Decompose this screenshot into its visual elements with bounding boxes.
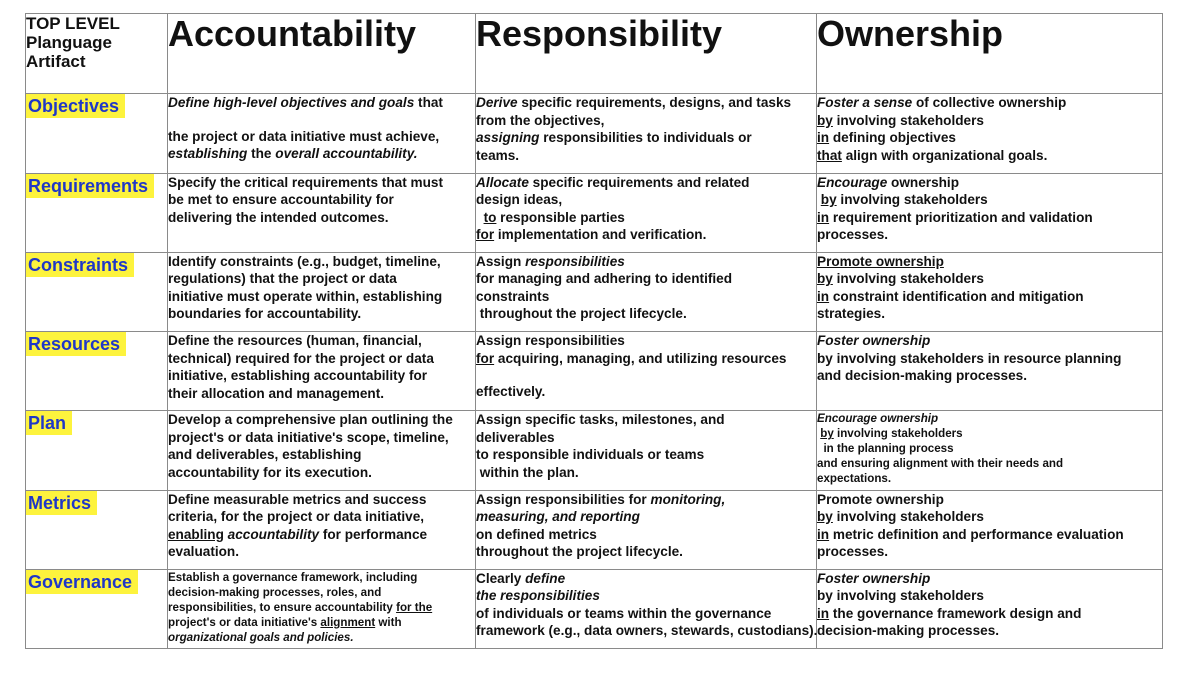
text-run: in — [817, 209, 830, 225]
cell-line — [168, 367, 475, 385]
text-run: in — [817, 526, 830, 542]
text-run: and ensuring alignment with their needs and — [817, 457, 1064, 471]
cell-line — [817, 491, 1162, 509]
cell-line — [476, 383, 816, 401]
text-run: ownership — [887, 174, 960, 190]
text-run: the — [247, 146, 276, 162]
cell-line — [168, 508, 475, 526]
artifact-label: Requirements — [26, 174, 154, 198]
cell-line — [476, 543, 816, 561]
text-run: in the planning process — [817, 442, 954, 456]
responsibility-cell — [476, 173, 817, 252]
cell-line — [817, 94, 1162, 112]
accountability-cell — [168, 332, 476, 411]
cell-line — [817, 305, 1162, 323]
text-run: regulations) that the project or data — [168, 271, 397, 287]
cell-line — [817, 587, 1162, 605]
text-run: responsibilities, to ensure accountability — [168, 600, 397, 614]
artifact-label: Objectives — [26, 94, 125, 118]
cell-line — [168, 526, 475, 544]
cell-line — [476, 191, 816, 209]
cell-line — [168, 630, 475, 645]
row-label-cell — [26, 173, 168, 252]
text-run: in — [817, 130, 830, 146]
cell-line — [476, 147, 816, 165]
text-run: Identify constraints (e.g., budget, timeline, — [168, 253, 441, 269]
text-run: requirement prioritization and validation — [829, 209, 1093, 225]
artifact-label: Resources — [26, 332, 126, 356]
cell-line — [817, 332, 1162, 350]
corner-line: Artifact — [26, 52, 86, 71]
artifact-label: Metrics — [26, 491, 97, 515]
text-run: Encourage — [817, 174, 888, 190]
cell-line — [168, 253, 475, 271]
text-run: within the plan. — [476, 464, 579, 480]
cell-line — [168, 411, 475, 429]
cell-line — [168, 600, 475, 615]
text-run: boundaries for accountability. — [168, 306, 362, 322]
table-body — [26, 94, 1163, 649]
cell-line — [817, 526, 1162, 544]
text-run: by involving stakeholders in resource planning — [817, 350, 1122, 366]
text-run: constraint identification and mitigation — [829, 288, 1084, 304]
table-row — [26, 490, 1163, 569]
cell-line — [817, 350, 1162, 368]
cell-line — [476, 270, 816, 288]
cell-line — [817, 471, 1162, 486]
text-run: assigning — [476, 130, 540, 146]
text-run: effectively. — [476, 384, 546, 399]
text-run: align with organizational goals. — [841, 147, 1048, 163]
text-run: of collective ownership — [912, 95, 1067, 111]
ownership-cell — [817, 252, 1163, 331]
cell-line — [168, 94, 475, 112]
text-run: Assign specific tasks, milestones, and — [476, 412, 725, 428]
text-run: design ideas, — [476, 192, 563, 207]
text-run: Derive — [476, 95, 518, 111]
text-run: that — [817, 147, 842, 163]
cell-line — [168, 429, 475, 447]
table-row — [26, 332, 1163, 411]
corner-line: TOP LEVEL — [26, 14, 120, 33]
text-run: Promote ownership — [817, 491, 944, 507]
text-run: Assign — [476, 253, 526, 269]
text-run: Define measurable metrics and success — [168, 491, 427, 507]
text-run: and deliverables, establishing — [168, 447, 362, 463]
text-run: the project or data initiative must achieve, — [168, 128, 440, 144]
cell-line — [817, 543, 1162, 561]
text-run: metric definition and performance evaluation — [829, 526, 1124, 542]
text-run: for — [476, 227, 495, 242]
accountability-cell — [168, 411, 476, 490]
cell-line — [476, 411, 816, 429]
cell-line — [817, 191, 1162, 209]
text-run: the responsibilities — [476, 588, 600, 604]
text-run: their allocation and management. — [168, 385, 385, 401]
text-run: involving stakeholders — [833, 427, 963, 441]
text-run: framework (e.g., data owners, stewards, custodians). — [476, 623, 818, 639]
text-run: specific requirements and related — [528, 174, 750, 190]
cell-line — [817, 456, 1162, 471]
text-run: measuring, and reporting — [476, 509, 640, 524]
table-row — [26, 173, 1163, 252]
cell-line — [817, 605, 1162, 623]
text-run: decision-making processes, roles, and — [168, 585, 382, 599]
cell-line — [168, 191, 475, 209]
cell-line — [168, 332, 475, 350]
text-run: Foster ownership — [817, 570, 931, 586]
row-label-cell — [26, 490, 168, 569]
text-run: by — [820, 427, 834, 441]
text-run — [476, 210, 484, 225]
text-run: monitoring, — [650, 491, 726, 507]
cell-line — [168, 446, 475, 464]
text-run: for the — [396, 600, 433, 614]
responsibility-cell — [476, 569, 817, 648]
text-run: processes. — [817, 227, 889, 242]
text-run: organizational goals and policies. — [168, 630, 354, 644]
row-label-cell — [26, 252, 168, 331]
responsibility-cell — [476, 252, 817, 331]
text-run: by — [817, 271, 833, 287]
text-run: involving stakeholders — [832, 509, 984, 524]
text-run: by — [817, 509, 833, 524]
text-run: Specify the critical requirements that must — [168, 174, 443, 190]
cell-line — [476, 464, 816, 482]
cell-line — [817, 570, 1162, 588]
cell-line — [817, 253, 1162, 271]
cell-line — [476, 605, 816, 623]
text-run: responsibilities — [525, 253, 625, 269]
text-run: overall accountability. — [275, 146, 418, 162]
cell-line — [476, 508, 816, 526]
text-run: decision-making processes. — [817, 623, 1000, 639]
text-run: throughout the project lifecycle. — [476, 306, 687, 322]
cell-line — [168, 385, 475, 403]
cell-line — [476, 587, 816, 605]
accountability-cell — [168, 173, 476, 252]
artifact-matrix-table — [25, 13, 1163, 649]
artifact-label: Plan — [26, 411, 72, 435]
artifact-label: Governance — [26, 570, 138, 594]
cell-line — [168, 491, 475, 509]
cell-line — [817, 174, 1162, 192]
ownership-header: Ownership — [817, 14, 1163, 94]
text-run: Establish a governance framework, including — [168, 570, 418, 584]
cell-line — [817, 226, 1162, 244]
cell-line — [476, 129, 816, 147]
text-run: accountability for its execution. — [168, 464, 372, 480]
corner-header — [26, 14, 168, 94]
row-label-cell — [26, 569, 168, 648]
text-run: for managing and adhering to identified — [476, 271, 733, 287]
cell-line — [168, 270, 475, 288]
cell-line — [817, 411, 1162, 426]
text-run: Develop a comprehensive plan outlining the — [168, 412, 453, 428]
cell-line — [168, 464, 475, 482]
text-run: involving stakeholders — [836, 192, 988, 207]
cell-line — [168, 543, 475, 561]
text-run: in — [817, 605, 830, 621]
text-run: Foster ownership — [817, 333, 931, 348]
responsibility-header: Responsibility — [476, 14, 817, 94]
row-label-cell — [26, 332, 168, 411]
text-run: accountability — [227, 526, 320, 542]
text-run: Clearly — [476, 570, 526, 586]
responsibility-cell — [476, 332, 817, 411]
accountability-cell — [168, 252, 476, 331]
row-label-cell — [26, 94, 168, 173]
cell-line — [168, 128, 475, 146]
text-run: establishing — [168, 146, 248, 162]
cell-line — [168, 570, 475, 585]
text-run: teams. — [476, 147, 520, 163]
text-run: criteria, for the project or data initiative, — [168, 509, 425, 524]
text-run: Define the resources (human, financial, — [168, 333, 422, 348]
responsibility-cell — [476, 94, 817, 173]
text-run: responsibilities to individuals or — [539, 130, 752, 146]
text-run: to — [483, 209, 497, 225]
table-row — [26, 94, 1163, 173]
cell-line — [476, 491, 816, 509]
responsibility-cell — [476, 411, 817, 490]
ownership-cell — [817, 490, 1163, 569]
cell-line — [476, 429, 816, 447]
text-run: Assign responsibilities — [476, 333, 625, 348]
cell-line — [168, 209, 475, 227]
text-run: enabling — [168, 526, 224, 542]
accountability-header: Accountability — [168, 14, 476, 94]
text-run: processes. — [817, 544, 889, 559]
cell-line — [476, 288, 816, 306]
table-row — [26, 411, 1163, 490]
accountability-cell — [168, 569, 476, 648]
ownership-cell — [817, 569, 1163, 648]
table-row — [26, 252, 1163, 331]
text-run: by involving stakeholders — [817, 588, 984, 604]
header-row — [26, 14, 1163, 94]
cell-line — [476, 305, 816, 323]
text-run: by — [820, 192, 837, 207]
text-run: Assign responsibilities for — [476, 491, 651, 507]
text-run: alignment — [320, 615, 376, 629]
cell-line — [817, 129, 1162, 147]
text-run: involving stakeholders — [832, 112, 984, 128]
cell-line — [476, 526, 816, 544]
text-run: throughout the project lifecycle. — [476, 544, 683, 559]
cell-line — [817, 367, 1162, 385]
cell-line — [168, 615, 475, 630]
cell-line — [817, 209, 1162, 227]
text-run: specific requirements, designs, and tasks — [517, 95, 792, 111]
cell-line — [476, 332, 816, 350]
text-run: initiative must operate within, establishing — [168, 288, 443, 304]
text-run: define — [525, 570, 566, 586]
text-run: the governance framework design and — [829, 605, 1082, 621]
cell-line — [476, 350, 816, 368]
text-run: to responsible individuals or teams — [476, 447, 705, 463]
text-run: for — [476, 350, 495, 366]
cell-line — [168, 145, 475, 163]
cell-line — [817, 288, 1162, 306]
cell-line — [817, 147, 1162, 165]
text-run: on defined metrics — [476, 526, 597, 542]
cell-line — [817, 270, 1162, 288]
ownership-cell — [817, 332, 1163, 411]
cell-line — [168, 585, 475, 600]
text-run: in — [817, 288, 830, 304]
text-run: expectations. — [817, 472, 892, 486]
cell-line — [476, 94, 816, 112]
text-run: defining objectives — [829, 130, 956, 146]
cell-line — [168, 174, 475, 192]
artifact-label: Constraints — [26, 253, 134, 277]
text-run: from the objectives, — [476, 112, 605, 128]
text-run: involving stakeholders — [832, 271, 984, 287]
text-run: Foster a sense — [817, 95, 913, 111]
cell-line — [476, 112, 816, 130]
text-run: Define high-level objectives and goals — [168, 95, 415, 111]
text-run: constraints — [476, 288, 550, 304]
text-run: strategies. — [817, 306, 886, 322]
cell-line — [476, 446, 816, 464]
ownership-cell — [817, 94, 1163, 173]
cell-line — [476, 174, 816, 192]
cell-line — [476, 570, 816, 588]
ownership-cell — [817, 173, 1163, 252]
text-run: of individuals or teams within the governance — [476, 605, 772, 621]
table-row — [26, 569, 1163, 648]
text-run: responsible parties — [496, 209, 625, 225]
text-run: by — [817, 112, 833, 128]
cell-line — [476, 622, 816, 640]
cell-line — [817, 441, 1162, 456]
text-run: be met to ensure accountability for — [168, 192, 394, 207]
cell-line — [817, 426, 1162, 441]
accountability-cell — [168, 490, 476, 569]
text-run: Allocate — [476, 174, 529, 190]
cell-line — [476, 209, 816, 227]
corner-line: Planguage — [26, 33, 112, 52]
text-run: that — [414, 95, 443, 111]
text-run: deliverables — [476, 429, 555, 445]
responsibility-cell — [476, 490, 817, 569]
text-run: Promote ownership — [817, 253, 944, 269]
cell-line — [168, 305, 475, 323]
cell-line — [817, 622, 1162, 640]
row-label-cell — [26, 411, 168, 490]
text-run: Encourage ownership — [817, 412, 939, 426]
cell-line — [817, 112, 1162, 130]
ownership-cell — [817, 411, 1163, 490]
text-run: project's or data initiative's scope, timeline, — [168, 429, 449, 445]
cell-line — [817, 508, 1162, 526]
cell-line — [476, 226, 816, 244]
text-run: implementation and verification. — [494, 227, 707, 242]
text-run: acquiring, managing, and utilizing resources — [494, 350, 787, 366]
text-run: evaluation. — [168, 544, 240, 559]
text-run: technical) required for the project or data — [168, 350, 434, 366]
cell-line — [476, 253, 816, 271]
cell-line — [168, 350, 475, 368]
text-run: delivering the intended outcomes. — [168, 209, 389, 225]
text-run: for performance — [319, 526, 428, 542]
text-run: initiative, establishing accountability for — [168, 368, 428, 383]
text-run: and decision-making processes. — [817, 368, 1028, 383]
text-run: with — [375, 615, 402, 629]
cell-line — [168, 288, 475, 306]
text-run: project's or data initiative's — [168, 615, 321, 629]
accountability-cell — [168, 94, 476, 173]
